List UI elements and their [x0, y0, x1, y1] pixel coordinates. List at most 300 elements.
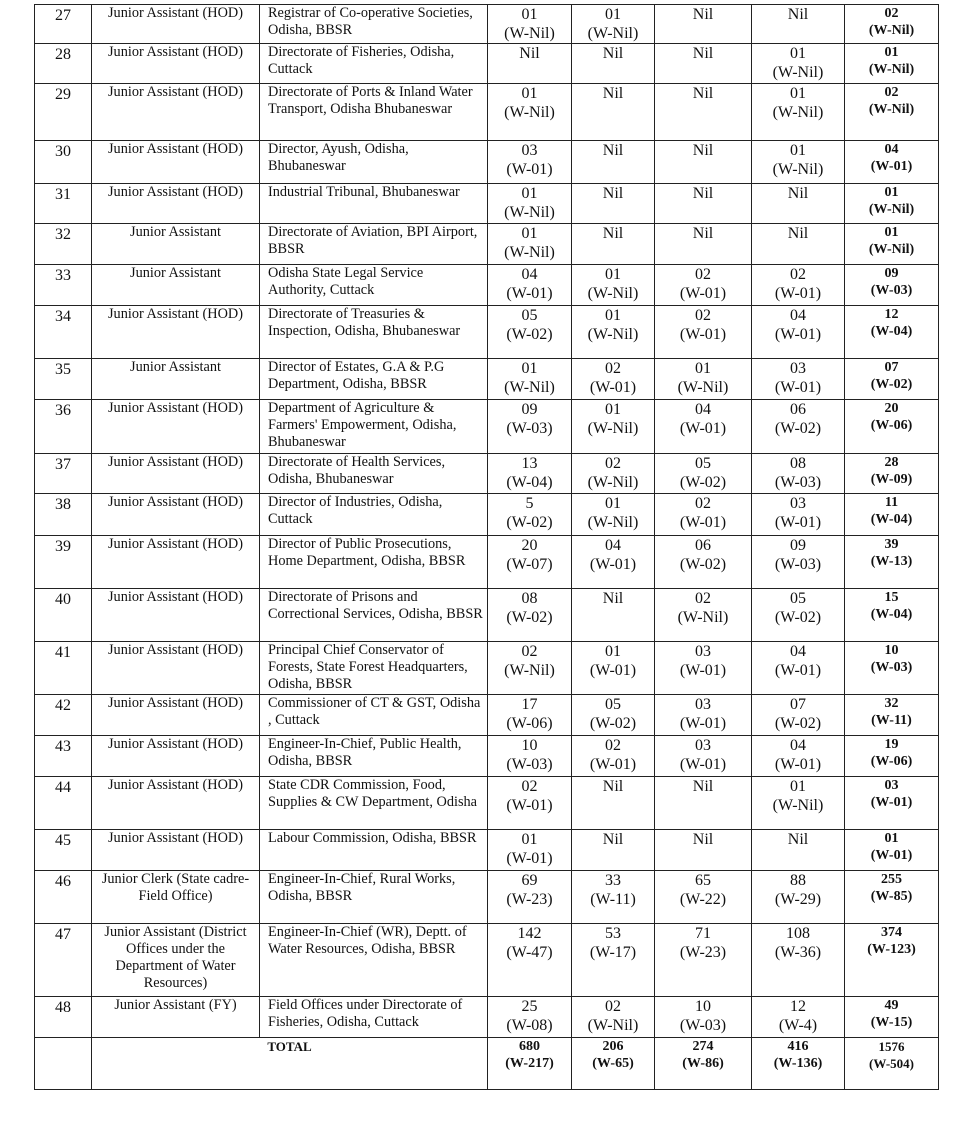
- vacancy-col-4: [752, 536, 845, 589]
- women-count: (W-02): [774, 715, 822, 732]
- count-value: 02: [695, 590, 711, 607]
- table-body: [35, 5, 939, 1090]
- serial-number: 31: [35, 184, 92, 224]
- count-value: Nil: [602, 85, 624, 102]
- count-value: Nil: [692, 185, 714, 202]
- office-name: Director of Public Prosecutions, Home Department, Odisha, BBSR: [260, 536, 488, 589]
- vacancy-col-2: [572, 184, 655, 224]
- count-value: Nil: [602, 831, 624, 848]
- women-count: (W-17): [589, 944, 637, 961]
- vacancy-col-1: [488, 536, 572, 589]
- vacancy-col-1: [488, 224, 572, 265]
- count-value: 02: [605, 360, 621, 377]
- vacancy-col-2: [572, 924, 655, 997]
- vacancy-col-2: [572, 400, 655, 454]
- row-total: [845, 642, 939, 695]
- count-value: 206: [602, 1039, 624, 1054]
- count-value: 10: [884, 643, 899, 658]
- office-name: Directorate of Aviation, BPI Airport, BBSR: [260, 224, 488, 265]
- women-count: (W-01): [774, 285, 822, 302]
- count-value: 374: [881, 925, 902, 940]
- count-value: 09: [521, 401, 538, 418]
- row-total: [845, 84, 939, 141]
- women-count: (W-06): [506, 715, 553, 732]
- women-count: (W-Nil): [504, 104, 555, 121]
- women-count: (W-Nil): [587, 420, 639, 437]
- count-value: 06: [790, 401, 806, 418]
- count-value: 02: [521, 643, 538, 660]
- women-count: (W-Nil): [587, 285, 639, 302]
- women-count: (W-Nil): [504, 662, 555, 679]
- count-value: Nil: [692, 142, 714, 159]
- count-value: 01: [521, 831, 538, 848]
- count-value: 02: [790, 266, 806, 283]
- office-name: Director of Estates, G.A & P.G Department, Odisha, BBSR: [260, 359, 488, 400]
- table-row: [35, 695, 939, 736]
- women-count: (W-Nil): [772, 161, 824, 178]
- vacancy-col-1: [488, 454, 572, 494]
- serial-number: 32: [35, 224, 92, 265]
- row-total: [845, 494, 939, 536]
- count-value: 01: [521, 185, 538, 202]
- vacancy-col-1: [488, 141, 572, 184]
- women-count: (W-01): [589, 379, 637, 396]
- count-value: 20: [521, 537, 538, 554]
- women-count: (W-02): [506, 326, 553, 343]
- vacancy-col-1: [488, 265, 572, 306]
- women-count: (W-Nil): [587, 326, 639, 343]
- women-count: (W-123): [867, 942, 916, 957]
- women-count: (W-85): [870, 889, 913, 904]
- serial-number: 42: [35, 695, 92, 736]
- vacancy-col-2: [572, 359, 655, 400]
- vacancy-col-4: [752, 359, 845, 400]
- vacancy-col-2: [572, 777, 655, 830]
- count-value: 01: [605, 495, 621, 512]
- table-row: [35, 830, 939, 871]
- row-total: [845, 141, 939, 184]
- row-total: [845, 777, 939, 830]
- count-value: 01: [605, 266, 621, 283]
- count-value: 69: [521, 872, 538, 889]
- women-count: (W-65): [592, 1056, 634, 1071]
- count-value: 04: [884, 142, 899, 157]
- office-name: Labour Commission, Odisha, BBSR: [260, 830, 488, 871]
- count-value: 02: [521, 778, 538, 795]
- count-value: 01: [884, 831, 899, 846]
- vacancy-col-4: [752, 695, 845, 736]
- vacancy-col-2: [572, 536, 655, 589]
- count-value: Nil: [602, 590, 624, 607]
- vacancy-col-4: [752, 736, 845, 777]
- vacancy-col-2: [572, 141, 655, 184]
- vacancy-col-4: [752, 306, 845, 359]
- count-value: 03: [790, 495, 806, 512]
- women-count: (W-Nil): [772, 797, 824, 814]
- women-count: (W-06): [870, 418, 913, 433]
- post-name: Junior Assistant: [92, 224, 260, 265]
- row-total: [845, 44, 939, 84]
- total-row: [35, 1038, 939, 1090]
- vacancy-col-4: [752, 5, 845, 44]
- women-count: (W-01): [679, 420, 727, 437]
- post-name: Junior Assistant (HOD): [92, 5, 260, 44]
- count-value: 01: [605, 307, 621, 324]
- women-count: (W-01): [679, 662, 727, 679]
- total-col-4: [752, 1038, 845, 1090]
- women-count: (W-01): [506, 850, 553, 867]
- count-value: 02: [605, 998, 621, 1015]
- women-count: (W-01): [679, 326, 727, 343]
- table-row: [35, 494, 939, 536]
- row-total: [845, 589, 939, 642]
- grand-total: [845, 1038, 939, 1090]
- vacancy-col-2: [572, 265, 655, 306]
- count-value: 02: [695, 266, 711, 283]
- vacancy-col-3: [655, 224, 752, 265]
- vacancy-col-3: [655, 777, 752, 830]
- women-count: (W-03): [774, 474, 822, 491]
- vacancy-col-4: [752, 830, 845, 871]
- women-count: (W-01): [774, 514, 822, 531]
- vacancy-col-1: [488, 871, 572, 924]
- women-count: (W-01): [870, 848, 913, 863]
- table-row: [35, 224, 939, 265]
- count-value: 02: [695, 495, 711, 512]
- vacancy-col-3: [655, 141, 752, 184]
- count-value: 04: [790, 737, 806, 754]
- post-name: Junior Assistant: [92, 359, 260, 400]
- serial-number: 40: [35, 589, 92, 642]
- women-count: (W-Nil): [868, 202, 915, 217]
- women-count: (W-02): [679, 556, 727, 573]
- vacancy-col-1: [488, 400, 572, 454]
- count-value: 33: [605, 872, 621, 889]
- count-value: 12: [790, 998, 806, 1015]
- office-name: Industrial Tribunal, Bhubaneswar: [260, 184, 488, 224]
- count-value: 02: [884, 6, 899, 21]
- women-count: (W-86): [682, 1056, 724, 1071]
- count-value: 11: [884, 495, 899, 510]
- count-value: 02: [605, 737, 621, 754]
- women-count: (W-02): [774, 609, 822, 626]
- row-total: [845, 265, 939, 306]
- vacancy-col-2: [572, 830, 655, 871]
- women-count: (W-Nil): [772, 104, 824, 121]
- count-value: Nil: [692, 45, 714, 62]
- vacancy-col-2: [572, 871, 655, 924]
- post-name: Junior Assistant: [92, 265, 260, 306]
- count-value: 01: [790, 142, 806, 159]
- table-row: [35, 184, 939, 224]
- table-row: [35, 84, 939, 141]
- count-value: 13: [521, 455, 538, 472]
- count-value: 15: [884, 590, 899, 605]
- women-count: (W-01): [679, 285, 727, 302]
- serial-number: 29: [35, 84, 92, 141]
- women-count: (W-02): [870, 377, 913, 392]
- women-count: (W-01): [774, 756, 822, 773]
- women-count: (W-04): [870, 607, 913, 622]
- count-value: 05: [790, 590, 806, 607]
- office-name: Director of Industries, Odisha, Cuttack: [260, 494, 488, 536]
- vacancy-col-4: [752, 777, 845, 830]
- serial-number: 48: [35, 997, 92, 1038]
- vacancy-col-1: [488, 695, 572, 736]
- women-count: (W-01): [679, 756, 727, 773]
- women-count: (W-Nil): [587, 474, 639, 491]
- vacancy-col-4: [752, 184, 845, 224]
- women-count: (W-01): [679, 514, 727, 531]
- count-value: 01: [521, 225, 538, 242]
- count-value: 01: [790, 778, 806, 795]
- vacancy-col-4: [752, 400, 845, 454]
- vacancy-col-4: [752, 997, 845, 1038]
- row-total: [845, 454, 939, 494]
- count-value: 5: [525, 495, 534, 512]
- vacancy-col-4: [752, 871, 845, 924]
- serial-number: 27: [35, 5, 92, 44]
- serial-number: 28: [35, 44, 92, 84]
- count-value: 28: [884, 455, 899, 470]
- table-row: [35, 589, 939, 642]
- women-count: (W-Nil): [587, 1017, 639, 1034]
- vacancy-col-4: [752, 141, 845, 184]
- count-value: Nil: [787, 225, 809, 242]
- count-value: 03: [695, 737, 711, 754]
- count-value: Nil: [602, 45, 624, 62]
- vacancy-col-1: [488, 84, 572, 141]
- count-value: 01: [790, 85, 806, 102]
- row-total: [845, 736, 939, 777]
- office-name: Principal Chief Conservator of Forests, State Forest Headquarters, Odisha, BBSR: [260, 642, 488, 695]
- women-count: (W-Nil): [868, 62, 915, 77]
- women-count: (W-04): [870, 512, 913, 527]
- vacancy-col-2: [572, 306, 655, 359]
- post-name: Junior Assistant (HOD): [92, 589, 260, 642]
- vacancy-col-3: [655, 642, 752, 695]
- table-row: [35, 777, 939, 830]
- women-count: (W-23): [506, 891, 553, 908]
- post-name: Junior Assistant (FY): [92, 997, 260, 1038]
- count-value: Nil: [787, 185, 809, 202]
- table-row: [35, 871, 939, 924]
- serial-number: 47: [35, 924, 92, 997]
- row-total: [845, 224, 939, 265]
- vacancy-col-1: [488, 642, 572, 695]
- post-name: Junior Assistant (HOD): [92, 536, 260, 589]
- table-row: [35, 359, 939, 400]
- count-value: 03: [790, 360, 806, 377]
- serial-number: 41: [35, 642, 92, 695]
- women-count: (W-01): [589, 556, 637, 573]
- table-row: [35, 141, 939, 184]
- office-name: Commissioner of CT & GST, Odisha , Cuttack: [260, 695, 488, 736]
- count-value: 05: [605, 696, 621, 713]
- vacancy-col-3: [655, 830, 752, 871]
- count-value: 01: [884, 225, 899, 240]
- serial-number: 33: [35, 265, 92, 306]
- count-value: Nil: [787, 831, 809, 848]
- count-value: 01: [605, 643, 621, 660]
- row-total: [845, 536, 939, 589]
- count-value: 01: [521, 360, 538, 377]
- post-name: Junior Assistant (HOD): [92, 141, 260, 184]
- women-count: (W-03): [506, 756, 553, 773]
- post-name: Junior Assistant (HOD): [92, 84, 260, 141]
- vacancy-col-3: [655, 400, 752, 454]
- count-value: Nil: [692, 778, 714, 795]
- count-value: 71: [695, 925, 711, 942]
- women-count: (W-47): [506, 944, 553, 961]
- vacancy-col-1: [488, 589, 572, 642]
- count-value: 03: [695, 643, 711, 660]
- women-count: (W-03): [506, 420, 553, 437]
- office-name: State CDR Commission, Food, Supplies & CW Department, Odisha: [260, 777, 488, 830]
- office-name: Directorate of Prisons and Correctional Services, Odisha, BBSR: [260, 589, 488, 642]
- vacancy-col-1: [488, 997, 572, 1038]
- women-count: (W-Nil): [772, 64, 824, 81]
- count-value: 01: [884, 45, 899, 60]
- vacancy-table: [34, 4, 939, 1090]
- serial-number: 38: [35, 494, 92, 536]
- table-row: [35, 536, 939, 589]
- count-value: 04: [605, 537, 621, 554]
- count-value: 09: [790, 537, 806, 554]
- vacancy-col-2: [572, 454, 655, 494]
- women-count: (W-02): [774, 420, 822, 437]
- women-count: (W-504): [868, 1056, 914, 1071]
- row-total: [845, 871, 939, 924]
- women-count: (W-11): [871, 713, 912, 728]
- count-value: 04: [790, 307, 806, 324]
- office-name: Department of Agriculture & Farmers' Empowerment, Odisha, Bhubaneswar: [260, 400, 488, 454]
- row-total: [845, 924, 939, 997]
- count-value: 10: [521, 737, 538, 754]
- table-row: [35, 306, 939, 359]
- office-name: Directorate of Fisheries, Odisha, Cuttack: [260, 44, 488, 84]
- vacancy-col-1: [488, 736, 572, 777]
- women-count: (W-Nil): [868, 23, 915, 38]
- count-value: 108: [786, 925, 810, 942]
- count-value: 680: [519, 1039, 540, 1054]
- vacancy-col-1: [488, 494, 572, 536]
- count-value: 01: [884, 185, 899, 200]
- vacancy-col-3: [655, 997, 752, 1038]
- vacancy-col-1: [488, 5, 572, 44]
- count-value: Nil: [692, 225, 714, 242]
- vacancy-col-3: [655, 871, 752, 924]
- count-value: 06: [695, 537, 711, 554]
- post-name: Junior Assistant (HOD): [92, 642, 260, 695]
- post-name: Junior Assistant (HOD): [92, 184, 260, 224]
- vacancy-col-2: [572, 44, 655, 84]
- total-col-2: [572, 1038, 655, 1090]
- count-value: 01: [605, 6, 621, 23]
- women-count: (W-Nil): [868, 102, 915, 117]
- women-count: (W-04): [870, 324, 913, 339]
- count-value: 416: [787, 1039, 809, 1054]
- row-total: [845, 830, 939, 871]
- women-count: (W-01): [774, 326, 822, 343]
- vacancy-col-3: [655, 695, 752, 736]
- vacancy-col-2: [572, 736, 655, 777]
- count-value: Nil: [692, 85, 714, 102]
- count-value: 05: [521, 307, 538, 324]
- women-count: (W-01): [506, 285, 553, 302]
- post-name: Junior Assistant (HOD): [92, 400, 260, 454]
- count-value: Nil: [602, 225, 624, 242]
- count-value: 49: [884, 998, 899, 1013]
- office-name: Odisha State Legal Service Authority, Cuttack: [260, 265, 488, 306]
- count-value: 25: [521, 998, 538, 1015]
- post-name: Junior Assistant (HOD): [92, 454, 260, 494]
- table-row: [35, 997, 939, 1038]
- women-count: (W-136): [773, 1056, 823, 1071]
- count-value: Nil: [602, 778, 624, 795]
- row-total: [845, 306, 939, 359]
- women-count: (W-Nil): [587, 25, 639, 42]
- total-blank-cell: [35, 1038, 92, 1090]
- count-value: 09: [884, 266, 899, 281]
- vacancy-col-4: [752, 265, 845, 306]
- count-value: 02: [884, 85, 899, 100]
- vacancy-col-2: [572, 494, 655, 536]
- count-value: 08: [521, 590, 538, 607]
- office-name: Directorate of Ports & Inland Water Transport, Odisha Bhubaneswar: [260, 84, 488, 141]
- count-value: 05: [695, 455, 711, 472]
- table-row: [35, 736, 939, 777]
- total-col-3: [655, 1038, 752, 1090]
- count-value: 19: [884, 737, 899, 752]
- post-name: Junior Assistant (District Offices under the Department of Water Resources): [92, 924, 260, 997]
- count-value: Nil: [519, 45, 540, 62]
- women-count: (W-01): [870, 795, 913, 810]
- vacancy-col-3: [655, 454, 752, 494]
- office-name: Director, Ayush, Odisha, Bhubaneswar: [260, 141, 488, 184]
- vacancy-table-page: [34, 4, 938, 1090]
- women-count: (W-09): [870, 472, 913, 487]
- count-value: 02: [695, 307, 711, 324]
- women-count: (W-03): [870, 660, 913, 675]
- vacancy-col-3: [655, 5, 752, 44]
- post-name: Junior Assistant (HOD): [92, 830, 260, 871]
- vacancy-col-2: [572, 695, 655, 736]
- post-name: Junior Assistant (HOD): [92, 736, 260, 777]
- women-count: (W-Nil): [504, 204, 555, 221]
- row-total: [845, 997, 939, 1038]
- vacancy-col-4: [752, 589, 845, 642]
- vacancy-col-3: [655, 536, 752, 589]
- vacancy-col-3: [655, 589, 752, 642]
- women-count: (W-217): [505, 1056, 554, 1071]
- vacancy-col-3: [655, 265, 752, 306]
- vacancy-col-3: [655, 184, 752, 224]
- table-row: [35, 44, 939, 84]
- vacancy-col-4: [752, 454, 845, 494]
- table-row: [35, 642, 939, 695]
- women-count: (W-22): [679, 891, 727, 908]
- vacancy-col-1: [488, 924, 572, 997]
- total-label: TOTAL: [92, 1038, 488, 1090]
- count-value: 08: [790, 455, 806, 472]
- women-count: (W-01): [679, 715, 727, 732]
- women-count: (W-01): [589, 662, 637, 679]
- office-name: Field Offices under Directorate of Fisheries, Odisha, Cuttack: [260, 997, 488, 1038]
- women-count: (W-02): [589, 715, 637, 732]
- count-value: 12: [884, 307, 899, 322]
- vacancy-col-2: [572, 5, 655, 44]
